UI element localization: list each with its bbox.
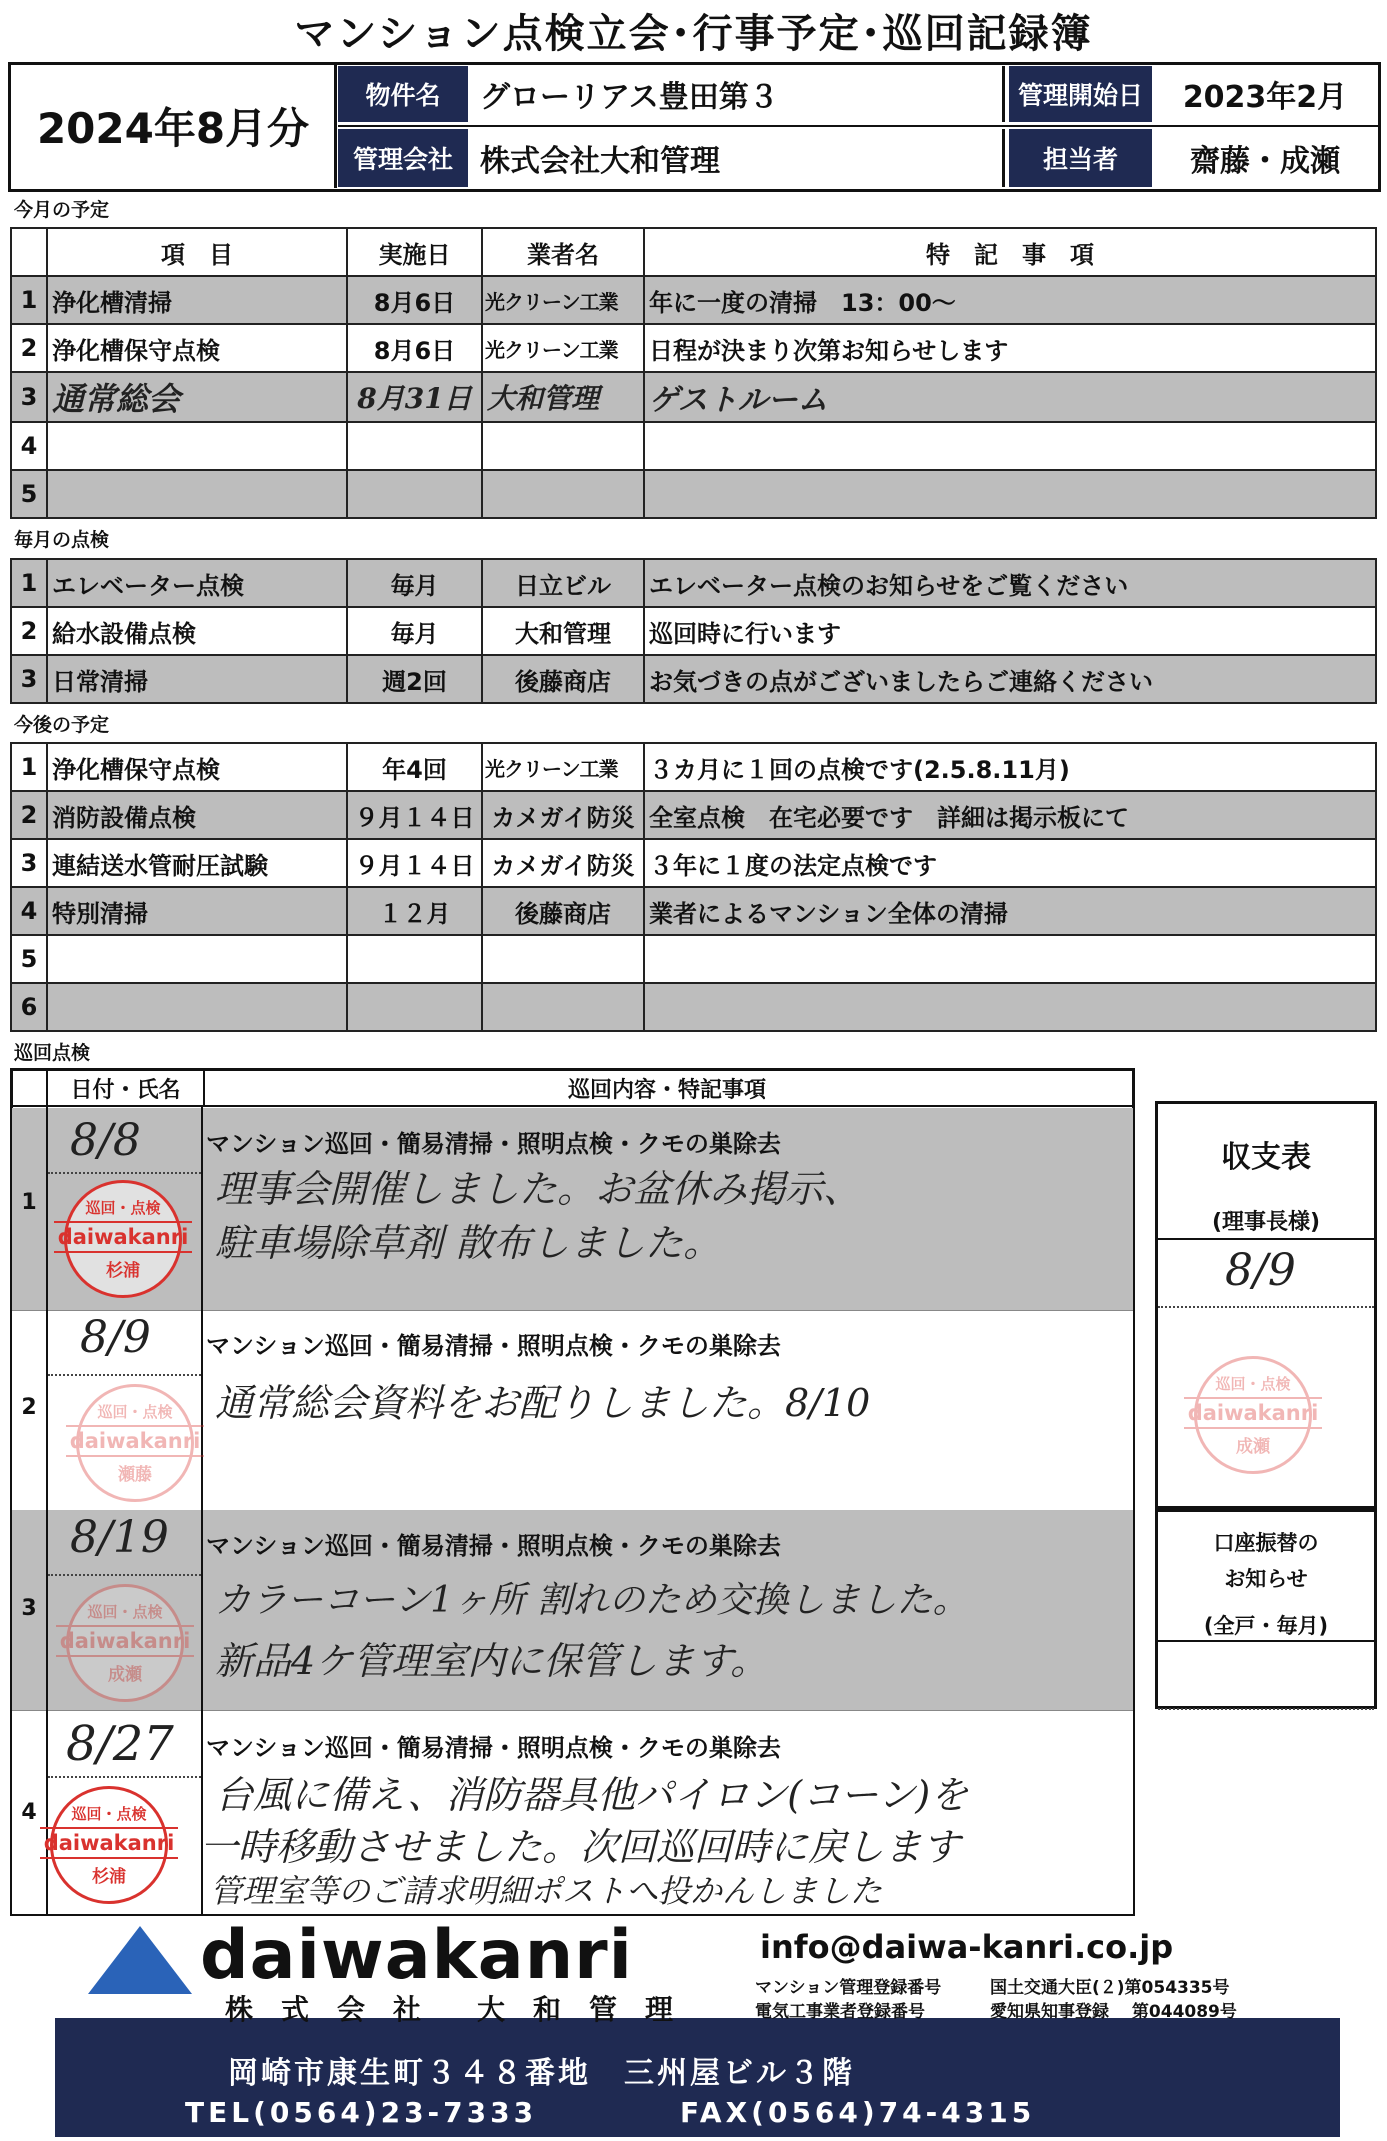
footer-company: 株 式 会 社 大 和 管 理 xyxy=(225,1993,674,2026)
future-table xyxy=(10,742,1377,1032)
transfer-title-2: お知らせ xyxy=(1224,1567,1308,1591)
footer-brand: daiwakanri xyxy=(200,1916,633,1995)
col-note: 特 記 事 項 xyxy=(644,228,1376,276)
date-stamp-divider xyxy=(48,1374,201,1376)
monthly-label: 毎月の点検 xyxy=(14,529,110,551)
page-title: マンション点検立会･行事予定･巡回記録簿 xyxy=(294,11,1093,57)
seal-stamp: 巡回・点検 daiwakanri 瀬藤 xyxy=(76,1384,194,1502)
reg1-value: 国土交通大臣(２)第054335号 xyxy=(990,1978,1230,1998)
header-divider xyxy=(338,125,1378,127)
transfer-title-1: 口座振替の xyxy=(1213,1531,1319,1555)
date-stamp-divider xyxy=(48,1172,201,1174)
property-label: 物件名 xyxy=(338,66,468,122)
patrol-note: 一時移動させました。次回巡回時に戻します xyxy=(200,1825,961,1869)
col-no xyxy=(11,228,47,276)
table-row: 1 浄化槽保守点検 年4回 光クリーン工業 ３カ月に１回の点検です(2.5.8.11月) xyxy=(11,743,1376,791)
patrol-note: 通常総会資料をお配りしました。8/10 xyxy=(215,1381,871,1425)
table-row: 2 給水設備点検 毎月 大和管理 巡回時に行います xyxy=(11,607,1376,655)
company-name: 株式会社大和管理 xyxy=(470,129,1005,187)
patrol-date: 8/27 xyxy=(66,1716,174,1772)
monthly-table xyxy=(10,558,1377,704)
this-month-table xyxy=(10,227,1377,519)
table-row: 6 xyxy=(11,983,1376,1031)
table-row: 3 連結送水管耐圧試験 ９月１４日 カメガイ防災 ３年に１度の法定点検です xyxy=(11,839,1376,887)
patrol-note: 台風に備え、消防器具他パイロン(コーン)を xyxy=(215,1773,969,1817)
footer-address: 岡崎市康生町３４８番地 三州屋ビル３階 xyxy=(228,2056,855,2091)
patrol-note: 新品4ケ管理室内に保管します。 xyxy=(215,1639,769,1683)
seal-stamp: 巡回・点検 daiwakanri 成瀬 xyxy=(1194,1356,1312,1474)
patrol-phrase: マンション巡回・簡易清掃・照明点検・クモの巣除去 xyxy=(206,1532,781,1560)
patrol-note: 理事会開催しました。お盆休み掲示、 xyxy=(215,1167,862,1211)
patrol-date: 8/9 xyxy=(80,1312,151,1363)
date-stamp-divider xyxy=(48,1776,201,1778)
report-month: 2024年8月分 xyxy=(12,64,337,188)
staff-value: 齋藤・成瀬 xyxy=(1190,144,1340,179)
col-vendor: 業者名 xyxy=(482,228,644,276)
patrol-phrase: マンション巡回・簡易清掃・照明点検・クモの巣除去 xyxy=(206,1734,781,1762)
col-item: 項 目 xyxy=(47,228,347,276)
side-divider xyxy=(1158,1708,1374,1710)
patrol-no: 1 xyxy=(21,1190,37,1215)
patrol-date: 8/8 xyxy=(70,1115,141,1166)
table-row: 4 xyxy=(11,422,1376,470)
patrol-note: カラーコーン1ヶ所 割れのため交換しました。 xyxy=(215,1580,969,1621)
patrol-no: 3 xyxy=(21,1596,37,1621)
table-row: 1 エレベーター点検 毎月 日立ビル エレベーター点検のお知らせをご覧ください xyxy=(11,559,1376,607)
table-row: 2 消防設備点検 ９月１４日 カメガイ防災 全室点検 在宅必要です 詳細は掲示板にて xyxy=(11,791,1376,839)
patrol-no: 2 xyxy=(21,1395,37,1420)
income-title: 収支表 xyxy=(1221,1140,1311,1175)
company-label: 管理会社 xyxy=(338,129,468,187)
side-divider xyxy=(1158,1306,1374,1308)
seal-stamp: 巡回・点検 daiwakanri 杉浦 xyxy=(64,1180,182,1298)
table-row: 2 浄化槽保守点検 8月6日 光クリーン工業 日程が決まり次第お知らせします xyxy=(11,324,1376,372)
patrol-note: 管理室等のご請求明細ポストへ投かんしました xyxy=(210,1872,883,1910)
patrol-phrase: マンション巡回・簡易清掃・照明点検・クモの巣除去 xyxy=(206,1332,781,1360)
future-label: 今後の予定 xyxy=(14,714,110,736)
logo-icon xyxy=(88,1926,192,1994)
table-row: 5 xyxy=(11,470,1376,518)
seal-stamp: 巡回・点検 daiwakanri 成瀬 xyxy=(66,1584,184,1702)
patrol-col-line xyxy=(201,1107,203,1914)
date-stamp-divider xyxy=(48,1574,201,1576)
staff-label: 担当者 xyxy=(1009,129,1152,187)
table-row: 1 浄化槽清掃 8月6日 光クリーン工業 年に一度の清掃 13：00～ xyxy=(11,276,1376,324)
footer-fax: FAX(0564)74-4315 xyxy=(680,2096,1036,2129)
start-label: 管理開始日 xyxy=(1009,66,1152,122)
patrol-no: 4 xyxy=(21,1800,37,1825)
seal-stamp: 巡回・点検 daiwakanri 杉浦 xyxy=(50,1786,168,1904)
patrol-label: 巡回点検 xyxy=(14,1042,91,1064)
patrol-phrase: マンション巡回・簡易清掃・照明点検・クモの巣除去 xyxy=(206,1130,781,1158)
patrol-header-date: 日付・氏名 xyxy=(46,1071,205,1105)
patrol-header-line xyxy=(12,1105,1133,1107)
reg2-value: 愛知県知事登録 第044089号 xyxy=(990,2002,1237,2022)
patrol-col-line xyxy=(46,1107,48,1914)
patrol-note: 駐車場除草剤 散布しました。 xyxy=(215,1221,722,1265)
table-row: 3 通常総会 8月31日 大和管理 ゲストルーム xyxy=(11,372,1376,422)
income-sub: (理事長様) xyxy=(1211,1210,1321,1235)
patrol-date: 8/19 xyxy=(70,1512,169,1563)
footer-email[interactable]: info@daiwa-kanri.co.jp xyxy=(760,1928,1174,1966)
reg2-label: 電気工事業者登録番号 xyxy=(755,2002,925,2022)
transfer-sub: (全戸・毎月) xyxy=(1203,1614,1329,1638)
footer-tel: TEL(0564)23-7333 xyxy=(185,2096,538,2129)
table-row: 5 xyxy=(11,935,1376,983)
side-divider xyxy=(1158,1640,1374,1642)
table-row: 4 特別清掃 １２月 後藤商店 業者によるマンション全体の清掃 xyxy=(11,887,1376,935)
side-divider xyxy=(1158,1238,1374,1240)
this-month-label: 今月の予定 xyxy=(14,199,110,221)
col-date: 実施日 xyxy=(347,228,482,276)
reg1-label: マンション管理登録番号 xyxy=(755,1978,942,1998)
income-date: 8/9 xyxy=(1225,1245,1296,1296)
patrol-header-content: 巡回内容・特記事項 xyxy=(567,1077,766,1103)
table-row: 3 日常清掃 週2回 後藤商店 お気づきの点がございましたらご連絡ください xyxy=(11,655,1376,703)
property-name: グローリアス豊田第３ xyxy=(470,66,1005,122)
start-value: 2023年2月 xyxy=(1182,80,1348,115)
